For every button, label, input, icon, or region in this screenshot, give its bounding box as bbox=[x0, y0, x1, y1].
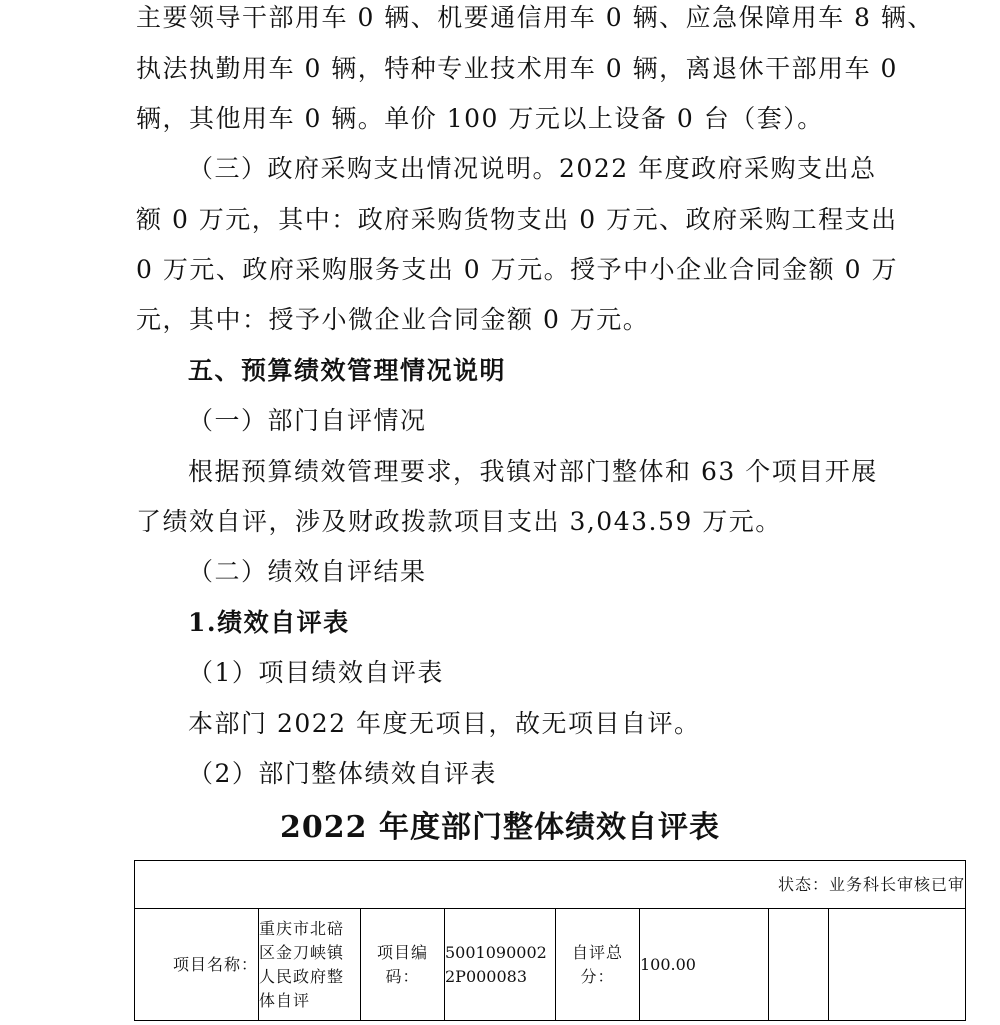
paragraph-line: 元，其中：授予小微企业合同金额 0 万元。 bbox=[136, 305, 650, 334]
paragraph-line: 主要领导干部用车 0 辆、机要通信用车 0 辆、应急保障用车 8 辆、 bbox=[136, 3, 934, 32]
subsection-heading-one: （一）部门自评情况 bbox=[188, 406, 427, 435]
paragraph-line: 了绩效自评，涉及财政拨款项目支出 3,043.59 万元。 bbox=[136, 507, 782, 536]
project-name-label: 项目名称： bbox=[135, 909, 259, 1021]
section-heading-procurement: （三）政府采购支出情况说明。2022 年度政府采购支出总 bbox=[188, 154, 877, 183]
subheading-project-table: （1）项目绩效自评表 bbox=[188, 658, 444, 687]
paragraph-line: 0 万元、政府采购服务支出 0 万元。授予中小企业合同金额 0 万 bbox=[136, 255, 898, 284]
project-code-value: 50010900022P000083 bbox=[445, 909, 556, 1021]
subheading-department-table: （2）部门整体绩效自评表 bbox=[188, 759, 497, 788]
subsection-heading-two: （二）绩效自评结果 bbox=[188, 557, 427, 586]
heading-self-evaluation-table: 1.绩效自评表 bbox=[188, 608, 350, 637]
score-label: 自评总分： bbox=[556, 909, 640, 1021]
table-title: 2022 年度部门整体绩效自评表 bbox=[280, 810, 720, 845]
paragraph-line: 执法执勤用车 0 辆，特种专业技术用车 0 辆，离退休干部用车 0 bbox=[136, 54, 898, 83]
paragraph-line: 辆，其他用车 0 辆。单价 100 万元以上设备 0 台（套）。 bbox=[136, 104, 824, 133]
section-heading-five: 五、预算绩效管理情况说明 bbox=[188, 356, 507, 385]
status-cell: 状态：业务科长审核已审 bbox=[135, 861, 966, 909]
paragraph-line: 额 0 万元，其中：政府采购货物支出 0 万元、政府采购工程支出 bbox=[136, 205, 898, 234]
paragraph-line: 本部门 2022 年度无项目，故无项目自评。 bbox=[188, 709, 701, 738]
project-code-label: 项目编码： bbox=[361, 909, 445, 1021]
paragraph-line: 根据预算绩效管理要求，我镇对部门整体和 63 个项目开展 bbox=[188, 457, 878, 486]
project-name-value: 重庆市北碚区金刀峡镇人民政府整体自评 bbox=[259, 909, 361, 1021]
self-evaluation-table bbox=[134, 860, 966, 1021]
empty-cell bbox=[829, 909, 966, 1021]
score-value: 100.00 bbox=[640, 909, 769, 1021]
empty-cell bbox=[769, 909, 829, 1021]
